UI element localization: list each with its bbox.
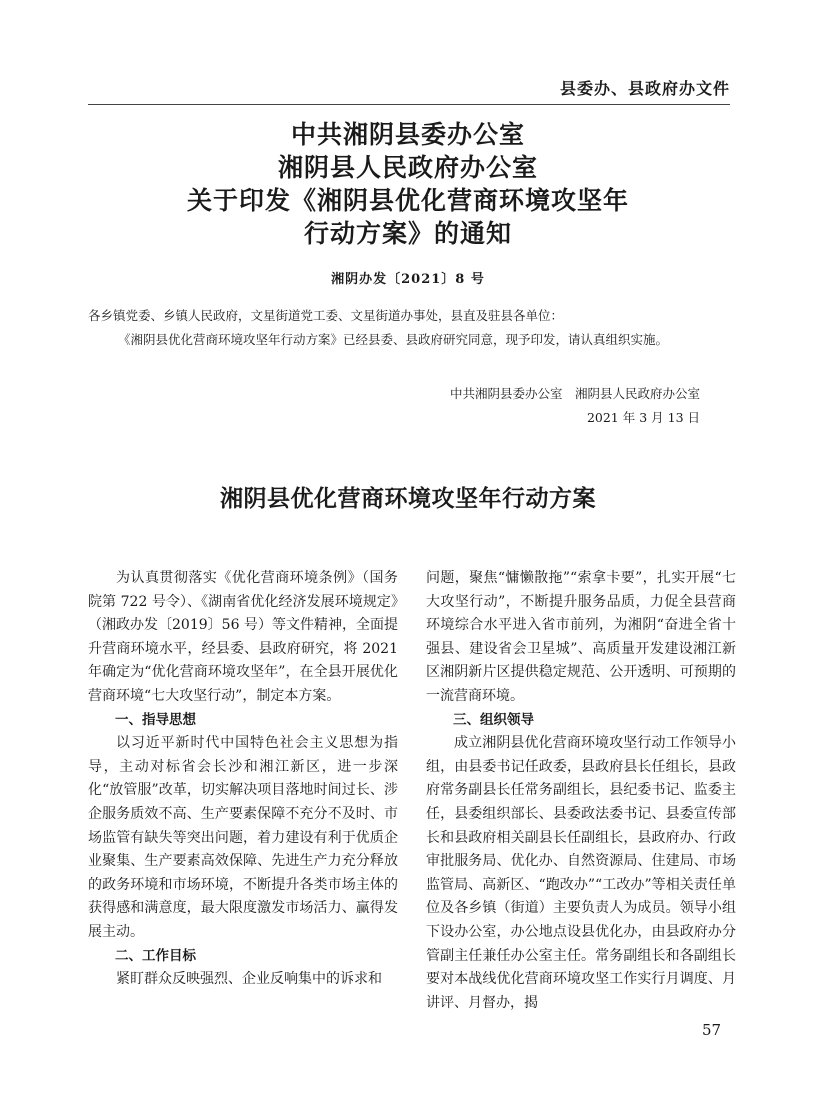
running-head: 县委办、县政府办文件 <box>88 78 730 105</box>
intro-paragraph: 为认真贯彻落实《优化营商环境条例》（国务院第 722 号令）、《湖南省优化经济发展环境规定》（湘政办发〔2019〕56 号）等文件精神，全面提升营商环境水平，经县委、县政府研究，将 2021 年确定为“优化营商环境攻坚年”，在全县开展优化营商环境“七大攻坚行动”，制定本方案。 <box>88 570 398 704</box>
notice-title-line: 行动方案》的通知 <box>303 219 512 248</box>
notice-title-line: 中共湘阴县委办公室 <box>290 120 525 149</box>
notice-title-line: 湘阴县人民政府办公室 <box>277 153 538 182</box>
notice-title-line: 关于印发《湘阴县优化营商环境攻坚年 <box>186 186 629 215</box>
notice-body: 《湘阴县优化营商环境攻坚年行动方案》已经县委、县政府研究同意，现予印发，请认真组织实施。 <box>118 332 669 347</box>
section-heading: 一、指导思想 <box>115 711 196 728</box>
section-paragraph: 紧盯群众反映强烈、企业反响集中的诉求和 <box>116 971 382 988</box>
signature-block <box>450 382 700 430</box>
addressee: 各乡镇党委、乡镇人民政府，文星街道党工委、文星街道办事处，县直及驻县各单位： <box>88 308 564 323</box>
notice-title <box>0 118 816 250</box>
section-paragraph: 以习近平新时代中国特色社会主义思想为指导，主动对标省会长沙和湘江新区，进一步深化“放管服”改革，切实解决项目落地时间过长、涉企服务质效不高、生产要素保障不充分不及时、市场监管有缺失等突出问题，着力建设有利于优质企业聚集、生产要素高效保障、先进生产力充分释放的政务环境和市场环境，不断提升各类市场主体的获得感和满意度，最大限度激发市场活力、赢得发展主动。 <box>88 735 398 940</box>
plan-title: 湘阴县优化营商环境攻坚年行动方案 <box>220 485 596 512</box>
page-number: 57 <box>702 1021 722 1039</box>
left-column <box>88 567 398 992</box>
issue-date: 2021 年 3 月 13 日 <box>586 410 700 425</box>
issuing-offices: 中共湘阴县委办公室 湘阴县人民政府办公室 <box>449 386 700 401</box>
right-column <box>426 567 736 1015</box>
section-paragraph-continued: 问题，聚焦“慵懒散拖”“索拿卡要”，扎实开展“七大攻坚行动”，不断提升服务品质，力促全县营商环境综合水平进入省市前列，为湘阴“奋进全省十强县、建设省会卫星城”、高质量开发建设湘江新区湘阴新片区提供稳定规范、公开透明、可预期的一流营商环境。 <box>426 570 736 704</box>
section-heading: 三、组织领导 <box>453 711 534 728</box>
document-number: 湘阴办发〔2021〕8 号 <box>331 272 485 287</box>
section-paragraph: 成立湘阴县优化营商环境攻坚行动工作领导小组，由县委书记任政委，县政府县长任组长，县政府常务副县长任常务副组长，县纪委书记、监委主任，县委组织部长、县委政法委书记、县委宣传部长和县政府相关副县长任副组长，县政府办、行政审批服务局、优化办、自然资源局、住建局、市场监管局、高新区、“跑改办”“工改办”等相关责任单位及各乡镇（街道）主要负责人为成员。领导小组下设办公室，办公地点设县优化办，由县政府办分管副主任兼任办公室主任。常务副组长和各副组长要对本战线优化营商环境攻坚工作实行月调度、月讲评、月督办，揭 <box>426 735 736 1011</box>
section-heading: 二、工作目标 <box>115 947 196 964</box>
